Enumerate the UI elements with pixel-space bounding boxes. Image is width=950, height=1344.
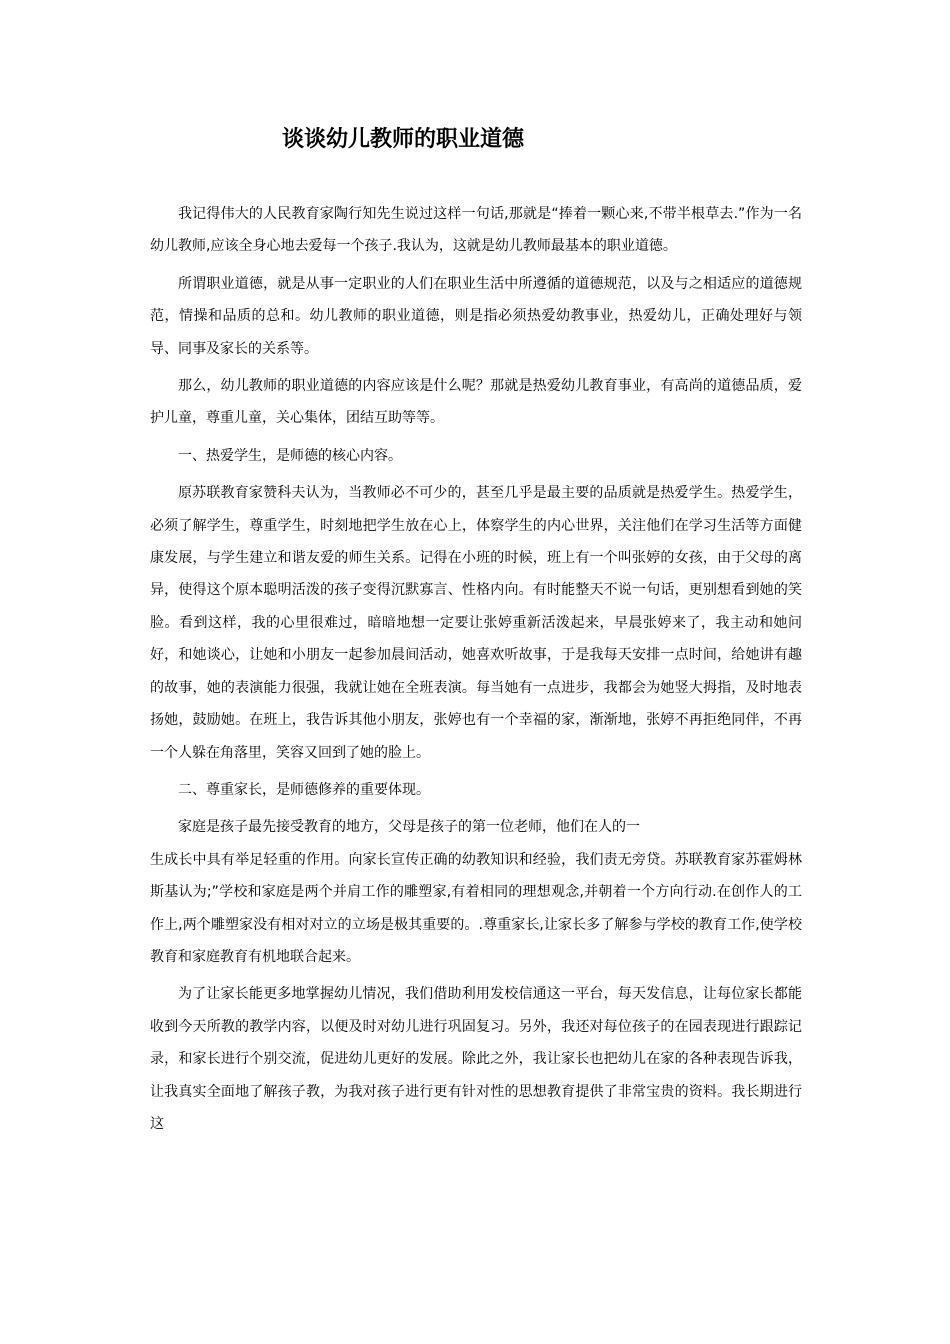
document-title: 谈谈幼儿教师的职业道德: [282, 127, 525, 152]
paragraph-content-question: 那么，幼儿教师的职业道德的内容应该是什么呢？那就是热爱幼儿教育事业，有高尚的道德品质，爱护儿童，尊重儿童，关心集体，团结互助等等。: [150, 378, 802, 427]
section-heading-respect-parents: 二、尊重家长，是师德修养的重要体现。: [178, 781, 430, 798]
paragraph-intro: 我记得伟大的人民教育家陶行知先生说过这样一句话,那就是“捧着一颗心来,不带半根草去.”作为一名幼儿教师,应该全身心地去爱每一个孩子.我认为，这就是幼儿教师最基本的职业道德。: [150, 206, 802, 255]
document-body: [150, 198, 802, 1145]
paragraph-definition: 所谓职业道德，就是从事一定职业的人们在职业生活中所遵循的道德规范，以及与之相适应的道德规范，情操和品质的总和。幼儿教师的职业道德，则是指必须热爱幼教事业，热爱幼儿，正确处理好与领导、同事及家长的关系等。: [150, 275, 802, 357]
paragraph-family-continued: 生成长中具有举足轻重的作用。向家长宣传正确的幼教知识和经验，我们责无旁贷。苏联教育家苏霍姆林斯基认为;”学校和家庭是两个并肩工作的雕塑家,有着相同的理想观念,并朝着一个方向行动.在创作人的工作上,两个雕塑家没有相对对立的立场是极其重要的。.尊重家长,让家长多了解参与学校的教育工作,使学校教育和家庭教育有机地联合起来。: [150, 851, 802, 965]
paragraph-parent-communication: 为了让家长能更多地掌握幼儿情况，我们借助利用发校信通这一平台，每天发信息，让每位家长都能收到今天所教的教学内容，以便及时对幼儿进行巩固复习。另外，我还对每位孩子的在园表现进行跟踪记录，和家长进行个别交流，促进幼儿更好的发展。除此之外，我让家长也把幼儿在家的各种表现告诉我，让我真实全面地了解孩子教，为我对孩子进行更有针对性的思想教育提供了非常宝贵的资料。我长期进行这: [150, 986, 802, 1132]
paragraph-love-students: 原苏联教育家赞科夫认为，当教师必不可少的，甚至几乎是最主要的品质就是热爱学生。热爱学生，必须了解学生，尊重学生，时刻地把学生放在心上，体察学生的内心世界，关注他们在学习生活等方面健康发展，与学生建立和谐友爱的师生关系。记得在小班的时候，班上有一个叫张婷的女孩，由于父母的离异，使得这个原本聪明活泼的孩子变得沉默寡言、性格内向。有时能整天不说一句话，更别想看到她的笑脸。看到这样，我的心里很难过，暗暗地想一定要让张婷重新活泼起来，早晨张婷来了，我主动和她问好，和她谈心，让她和小朋友一起参加晨间活动，她喜欢听故事，于是我每天安排一点时间，给她讲有趣的故事，她的表演能力很强，我就让她在全班表演。每当她有一点进步，我都会为她竖大拇指，及时地表扬她，鼓励她。在班上，我告诉其他小朋友，张婷也有一个幸福的家，渐渐地，张婷不再拒绝同伴，不再一个人躲在角落里，笑容又回到了她的脸上。: [150, 485, 802, 761]
paragraph-family-start: 家庭是孩子最先接受教育的地方，父母是孩子的第一位老师，他们在人的一: [178, 819, 640, 836]
section-heading-love-students: 一、热爱学生，是师德的核心内容。: [178, 447, 402, 464]
